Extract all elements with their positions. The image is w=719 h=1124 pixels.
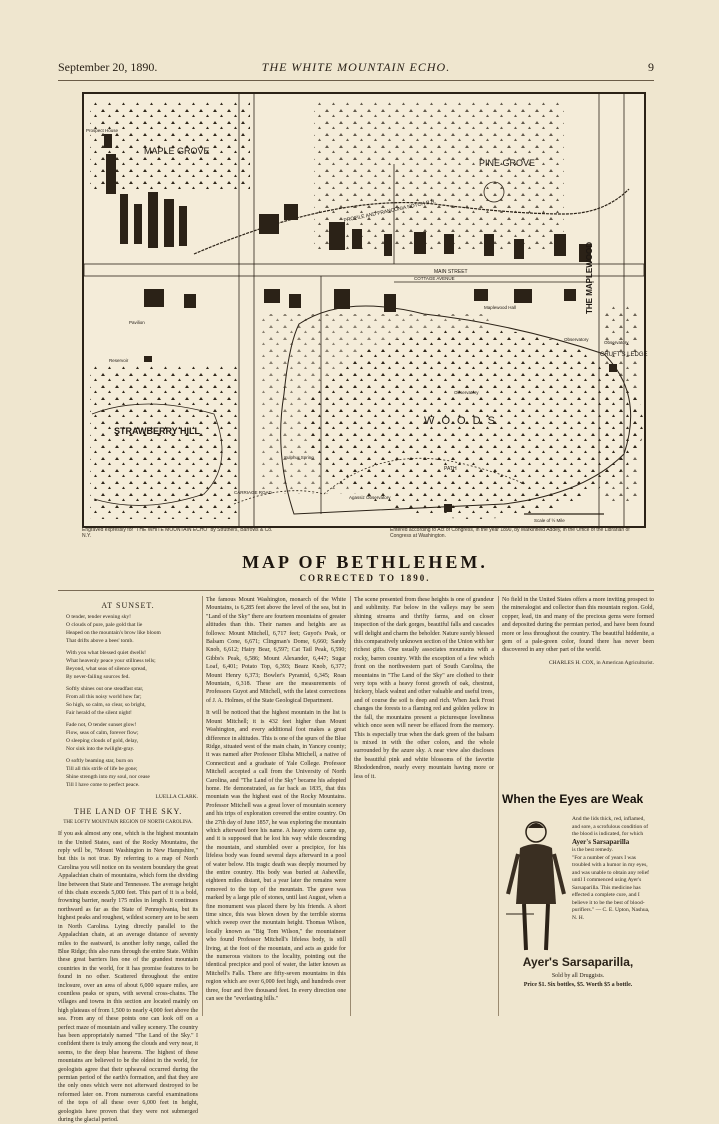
ad-testimonial: "For a number of years I was troubled with a humor in my eyes, and was unable to obtain any relief until I commenced using Ayer's Sarsaparilla. This medicine has effected a complete cure, and I believe it to be the best of blood-purifiers." — C. E. Upton, Nashua, N. H.	[572, 854, 650, 921]
map-drawing	[84, 94, 648, 526]
ad-price: Price $1. Six bottles, $5. Worth $5 a bottle.	[523, 982, 633, 988]
map-subtitle: CORRECTED TO 1890.	[299, 573, 431, 583]
header-rule	[58, 80, 654, 81]
page-header	[58, 60, 654, 78]
label-crufts-ledge: CRUFT'S LEDGE	[600, 352, 648, 358]
issue-date: September 20, 1890.	[58, 60, 158, 74]
label-pavilion: Pavilion	[129, 320, 145, 325]
newspaper-title: THE WHITE MOUNTAIN ECHO.	[261, 60, 451, 74]
label-observatory-1: Observatory	[564, 337, 589, 342]
ad-product-line: Ayer's Sarsaparilla	[572, 837, 630, 846]
strawberry-hill-trees	[90, 364, 240, 519]
label-agassiz: Agassiz Observatory	[349, 495, 391, 500]
poem-stanza: Fade not, O tender sunset glow! Flow, seas of calm, forever flow; O sleeping clouds of gold, delay, Nor sink into the twilight-gray.	[66, 722, 139, 753]
poem-stanza: Softly shines out one steadfast star, From all this noisy world how far; So high, so calm, so clear, so bright, Fair herald of the silent night!	[66, 686, 146, 717]
article-paragraph: If you ask almost any one, which is the highest mountain in the United States, east of the Rocky Mountains, the reply will be, "Mount Washington in New Hampshire," but this is not true. By referring to a map of North Carolina you will notice on its western boundary the great Appalachian chain of mountains, which form the dividing line between that State and Tennessee. The average height of this chain exceeds 5,000 feet. This part of it is a bold, frowning barrier, nearly 175 miles in length. It continues northward as far as the State of Pennsylvania, but its highest peaks and roughest, wildest scenery are to be seen in North Carolina. Lying directly parallel to the Appalachian chain, at an average distance of seventy miles to the eastward, is another lofty range, called the Blue Ridge; this also runs through the entire State. Within these great barriers lies one of the grandest mountain countries in the world, for it has promise features to be found in no other. Scattered throughout the entire inclosure, over an area of about 6,000 square miles, are countless peaks or spurs, with several cross-chains. The villages and towns in this section are located mainly on high plateaus of from 1,500 to nearly 4,000 feet above the sea. From any of these points one can look off on a perfect maze of mountain and valley scenery. The country has been appropriately named "The Land of the Sky." I confident there is truly among the clouds and very near, it seems, to the deep blue heavens. The highest of these mountains are believed to be the oldest in the world, for geologists agree that their upheaval occurred during the permian period of the earth's formation, and that they are the only ones which were not afterward destroyed to be reformed later on. From numerous careful examinations of the tops of all these over 6,000 feet in height, geologists have proven that they were not submerged during the glacial period.	[58, 831, 198, 1124]
ad-brand: Ayer's Sarsaparilla,	[522, 955, 634, 969]
label-pine-grove: PINE GROVE	[479, 158, 536, 168]
label-main-street: MAIN STREET	[434, 269, 468, 275]
east-trees	[604, 304, 640, 504]
column-rule	[202, 596, 203, 1016]
map-copyright-note: Entered according to Act of Congress, in the year 1890, by Markinfield Addey, in the Office of the Librarian of Congress at Washington.	[390, 527, 630, 539]
ad-body	[572, 816, 654, 922]
column-rule	[498, 596, 499, 1016]
label-sulphur-spring: Sulphur Spring	[284, 455, 314, 460]
page-number: 9	[648, 60, 654, 74]
article-title-land-of-sky: THE LAND OF THE SKY.	[73, 806, 183, 816]
label-path: PATH	[444, 466, 457, 472]
map-of-bethlehem	[82, 92, 646, 528]
label-strawberry-hill: STRAWBERRY HILL	[114, 426, 201, 436]
column-1	[58, 596, 198, 1124]
article-paragraph: The famous Mount Washington, monarch of the White Mountains, is 6,285 feet above the level of the sea, but in "Land of the Sky" there are fourteen mountains of greater altitudes than this. Their names and heights are as follows: Mount Mitchell, 6,717 feet; Guyot's Peak, or Balsam Cone, 6,671; Clingman's Dome, 6,660; Sandy Knob, 6,612; Hairy Bear, 6,597; Cat Tail Peak, 6,590; Gibbs's Peak, 6,586; Mount Alexander, 6,447; Sugar Loaf, 6,401; Potato Top, 6,393; Bearz Knob, 6,377; Mount Henry 6,373; Bowler's Pyramid, 6,345; Roan Mountain, 6,318. These are the measurements of Professors Guyot and Mitchell, with the latest corrections of J. A. Holmes, of the State Geological Department.	[206, 597, 346, 704]
label-railroad: PROFILE AND FRANCONIA NOTCH R.R.	[343, 198, 437, 224]
label-cottage-avenue: COTTAGE AVENUE	[414, 276, 455, 281]
label-scale: Scale of ½ Mile	[534, 518, 565, 523]
pine-grove-trees	[314, 100, 564, 250]
ad-headline: When the Eyes are Weak	[502, 792, 644, 806]
map-engraver-credit: Engraved expressly for "THE WHITE MOUNTAIN ECHO" by Struthers, Barrows & Co. N.Y.	[82, 527, 273, 539]
column-2	[206, 596, 346, 1016]
label-maple-grove: MAPLE GROVE	[144, 146, 210, 156]
column-4	[502, 596, 654, 786]
ad-intro: And the lids thick, red, inflamed, and sore, a scrofulous condition of the blood is indicated, for which	[572, 816, 649, 837]
label-observatory-3: Observatory	[454, 390, 479, 395]
ayers-sarsaparilla-ad	[502, 792, 654, 1016]
ad-is-best: is the best remedy.	[572, 847, 613, 853]
article-subtitle: THE LOFTY MOUNTAIN REGION OF NORTH CAROLINA.	[63, 820, 193, 826]
label-observatory-2: Observatory	[604, 340, 629, 345]
label-the-maplewood: THE MAPLEWOOD	[585, 242, 594, 314]
man-illustration	[504, 814, 568, 954]
poem-stanza: With you what blessed quiet dwells! What heavenly peace your stillness tells; Beyond, what seas of silence spread, By never-failing sources fed.	[66, 650, 156, 681]
article-paragraph: The scene presented from these heights is one of grandeur and sublimity. Far below in the valleys may be seen shining streams and thrifty farms, and on closer inspection of the dark gorges, beautiful falls and cascades will delight and charm the beholder. Nature surely blessed this comparatively unknown section of the Union with her richest gifts. One usually associates mountains with a rocky, barren country. With the exception of a few which front on the northwestern part of South Carolina, the mountains in "The Land of the Sky" are clothed to their very tops with a heavy forest growth of oak, chestnut, hickory, black walnut and other valuable and useful trees, and of course the soil is deep and rich. When Jack Frost changes the forests to a flaming red and golden yellow in the fall, the mountains present a picturesque loveliness which once seen will never be effaced from the memory. This is especially true when the dark green of the balsam is mixed in with the other colors, and the whole surrounded by the azure sky. A near view also discloses the beautiful pink and white blossoms of the favorite Rhododendron, nearly every mountain having more or less of it.	[354, 597, 494, 780]
poem-author: LUELLA CLARK.	[155, 794, 198, 801]
column-rule	[350, 596, 351, 1016]
article-credit: CHARLES H. COX, in American Agriculturist.	[548, 659, 654, 666]
poem-stanza: O tender, tender evening sky! O clouds of pure, pale gold that lie Heaped on the mountain's brow like bloom That drifts above a bees' tomb.	[66, 614, 161, 645]
label-maplewood-hall: Maplewood Hall	[484, 305, 517, 310]
label-reservoir: Reservoir	[109, 358, 129, 363]
article-title-at-sunset: AT SUNSET.	[101, 601, 155, 610]
label-woods: W O O D S	[424, 415, 497, 427]
map-title: MAP OF BETHLEHEM.	[242, 552, 488, 572]
label-carriage-road: CARRIAGE ROAD	[234, 490, 272, 495]
column-3	[354, 596, 494, 1016]
article-paragraph: No field in the United States offers a more inviting prospect to the mineralogist and collector than this mountain region. Gold, copper, lead, tin and many of the precious gems were formed and deposited during the permian period, and have been found more or less throughout the country. The beautiful hiddenite, a gem of a pale-green color, found there has never been discovered in any other part of the world.	[502, 597, 654, 654]
article-paragraph: It will be noticed that the highest mountain in the list is Mount Mitchell; it is 432 feet higher than Mount Washington, and every additional foot makes a great difference in altitudes. This is one of the spurs of the Blue Ridge, situated west of the main chain, in Yancey county; it was named after Professor Elisha Mitchell, a native of Connecticut and a graduate of Yale College. Professor Mitchell accepted a call from the University of North Carolina, and "The Land of the Sky" became his adopted home. He demonstrated, as far back as 1835, that this mountain was the highest east of the Rocky Mountains. Professor Mitchell was a great lover of mountain scenery and his trips of exploration covered the entire country. On the 27th day of June 1857, he was exploring the mountain which afterward bore his name. A heavy storm came up, and it is supposed that he lost his way while descending the mountain, and stumbled over a precipice, for his lifeless body was found several days afterward in a pool of water below. His tragic death was deeply mourned by the entire country. His body was buried at Asheville, eighteen miles distant, but a year later the remains were removed to the top of the mountain. The grave was marked by a large pile of stones, until last August, when a fine monument was placed there by his friends. A short time since, this was blown down by the terrible storms which sweep over the mountain height. Thomas Wilson, locally known as "Big Tom Wilson," the mountaineer who found Professor Mitchell's lifeless body, is still living, at the foot of the mountain, and acts as guide for the numerous visitors to the locality, pointing out the identical precipice and pool of water, the latter known as Mitchell's Falls. There are fifty-seven mountains in this region which are over 6,000 feet high, and hundreds over three, four and five thousand feet. In every direction one can see the "everlasting hills."	[206, 710, 346, 1003]
poem-stanza: O softly beaming star, burn on Till all this strife of life be gone; Shine strength into my soul, nor cease Till I have come to perfect peace.	[66, 758, 150, 789]
label-prospect-house: Prospect House	[86, 128, 119, 133]
ad-sold-by: Sold by all Druggists.	[551, 973, 605, 979]
section-rule	[58, 590, 654, 591]
main-street	[84, 264, 644, 276]
